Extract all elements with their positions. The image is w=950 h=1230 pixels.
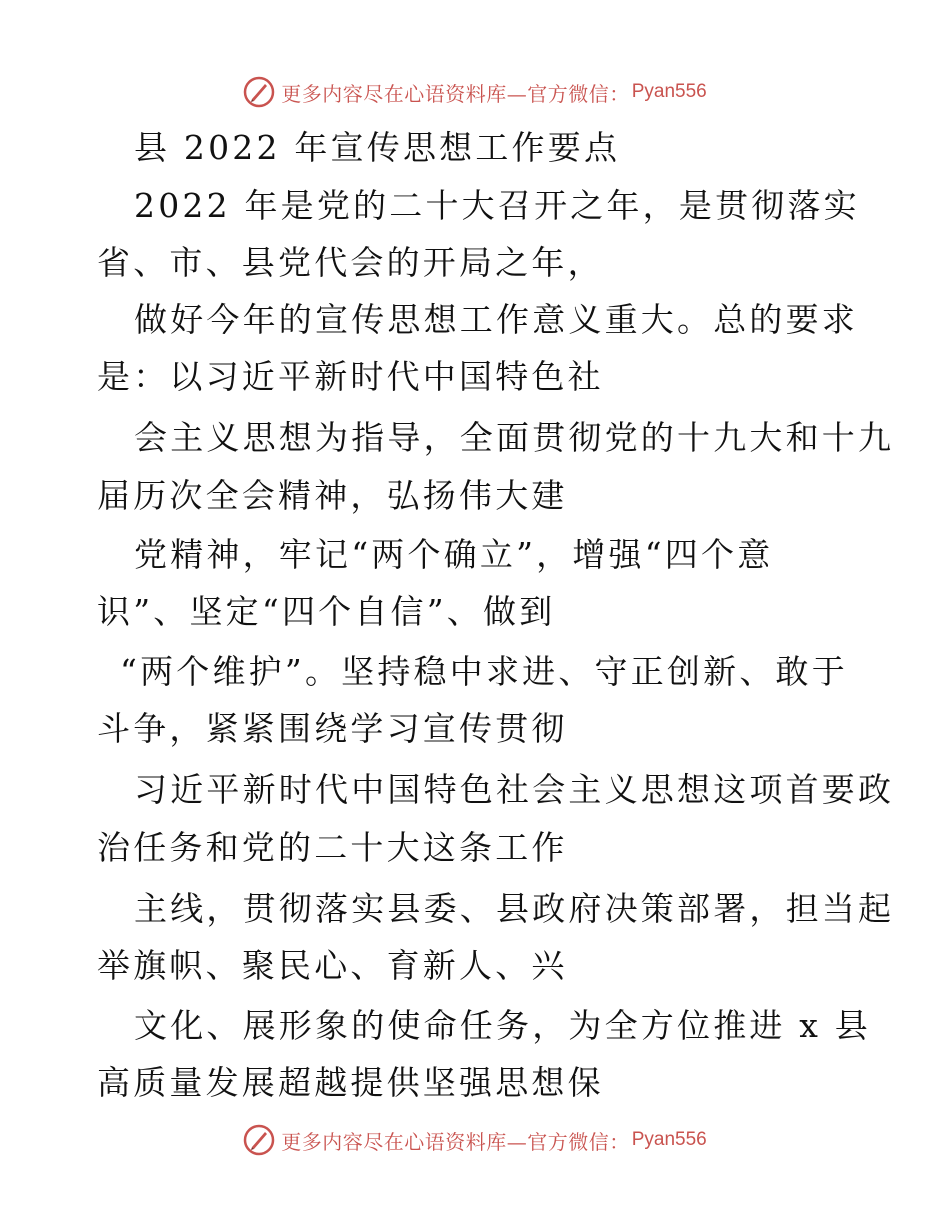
paragraph-line: 届历次全会精神，弘扬伟大建: [97, 476, 568, 515]
paragraph-line: 高质量发展超越提供坚强思想保: [97, 1063, 604, 1102]
quill-logo-icon: [243, 76, 275, 108]
paragraph-line: 2022 年是党的二十大召开之年，是贯彻落实: [134, 186, 860, 225]
paragraph-line: 主线，贯彻落实县委、县政府决策部署，担当起: [134, 889, 895, 928]
paragraph-line: 党精神，牢记“两个确立”，增强“四个意: [134, 535, 774, 574]
paragraph-line: 治任务和党的二十大这条工作: [97, 828, 568, 867]
paragraph-line: “两个维护”。坚持稳中求进、守正创新、敢于: [120, 652, 848, 691]
banner-site-text: 更多内容尽在心语资料库—官方微信：: [281, 81, 630, 106]
paragraph-line: 斗争，紧紧围绕学习宣传贯彻: [97, 709, 568, 748]
banner-wechat-id: Pyan556: [631, 1129, 707, 1150]
document-title: 县 2022 年宣传思想工作要点: [134, 128, 621, 167]
paragraph-line: 会主义思想为指导，全面贯彻党的十九大和十九: [134, 418, 895, 457]
paragraph-line: 识”、坚定“四个自信”、做到: [97, 592, 556, 631]
paragraph-line: 举旗帜、聚民心、育新人、兴: [97, 946, 568, 985]
paragraph-line: 文化、展形象的使命任务，为全方位推进 x 县: [134, 1006, 871, 1045]
banner-wechat-id: Pyan556: [631, 81, 707, 102]
banner-site-text: 更多内容尽在心语资料库—官方微信：: [281, 1129, 630, 1154]
footer-banner: [0, 1120, 950, 1160]
paragraph-line: 是：以习近平新时代中国特色社: [97, 357, 604, 396]
paragraph-line: 省、市、县党代会的开局之年，: [97, 243, 604, 282]
paragraph-line: 习近平新时代中国特色社会主义思想这项首要政: [134, 770, 895, 809]
paragraph-line: 做好今年的宣传思想工作意义重大。总的要求: [134, 300, 858, 339]
header-banner: [0, 72, 950, 112]
quill-logo-icon: [243, 1124, 275, 1156]
